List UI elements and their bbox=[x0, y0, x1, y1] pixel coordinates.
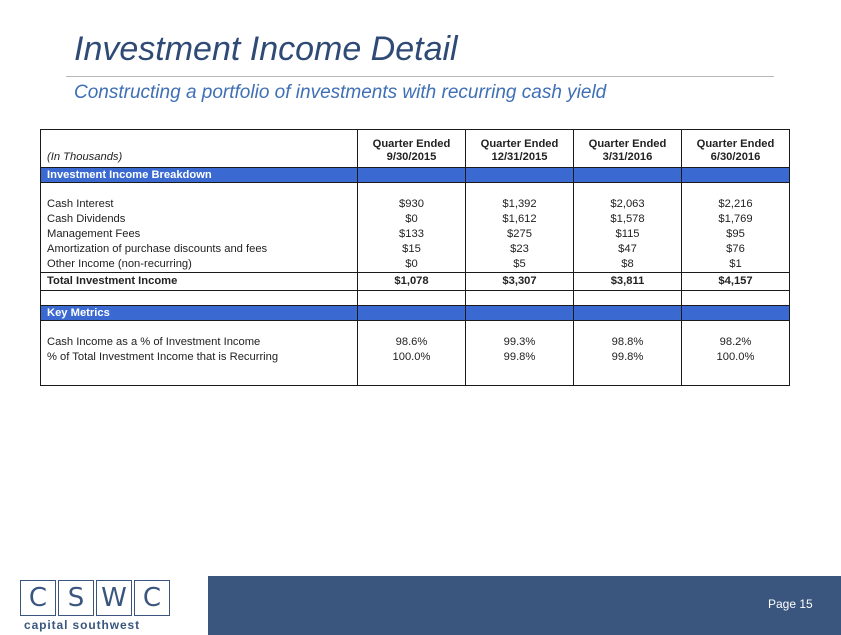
total-value: $4,157 bbox=[682, 273, 790, 291]
income-row bbox=[41, 197, 790, 212]
value-cell: 100.0% bbox=[682, 350, 790, 365]
value-cell: $1,769 bbox=[682, 212, 790, 227]
spacer-cell bbox=[41, 321, 358, 336]
value-cell: 98.2% bbox=[682, 335, 790, 350]
spacer-cell bbox=[574, 183, 682, 198]
page-number: Page 15 bbox=[768, 597, 813, 611]
row-label: Other Income (non-recurring) bbox=[47, 258, 192, 270]
total-label: Total Investment Income bbox=[41, 273, 358, 291]
column-header bbox=[574, 130, 682, 168]
spacer-cell bbox=[358, 291, 466, 306]
value-cell: $76 bbox=[682, 242, 790, 257]
total-value: $3,307 bbox=[466, 273, 574, 291]
row-label: Cash Dividends bbox=[47, 213, 126, 225]
income-row bbox=[41, 227, 790, 242]
spacer-row bbox=[41, 183, 790, 198]
value-cell: 99.3% bbox=[466, 335, 574, 350]
row-label: Amortization of purchase discounts and fees bbox=[47, 243, 268, 255]
column-header-date: 6/30/2016 bbox=[710, 151, 761, 163]
value-cell: $133 bbox=[358, 227, 466, 242]
value-cell: 98.6% bbox=[358, 335, 466, 350]
income-row bbox=[41, 257, 790, 273]
spacer-cell bbox=[358, 321, 466, 336]
logo-letter: S bbox=[58, 580, 94, 616]
spacer-cell bbox=[574, 321, 682, 336]
column-header-date: 3/31/2016 bbox=[602, 151, 653, 163]
spacer-cell bbox=[574, 365, 682, 386]
column-header-date: 9/30/2015 bbox=[386, 151, 437, 163]
value-cell: $2,063 bbox=[574, 197, 682, 212]
logo-letter: C bbox=[20, 580, 56, 616]
value-cell: $15 bbox=[358, 242, 466, 257]
band-cell bbox=[466, 306, 574, 321]
spacer-cell bbox=[41, 291, 358, 306]
header-row bbox=[41, 130, 790, 168]
band-cell bbox=[682, 168, 790, 183]
spacer-cell bbox=[466, 365, 574, 386]
spacer-cell bbox=[682, 183, 790, 198]
value-cell: 100.0% bbox=[358, 350, 466, 365]
value-cell: $8 bbox=[574, 257, 682, 273]
column-header-line1: Quarter Ended bbox=[588, 138, 667, 150]
value-cell: $95 bbox=[682, 227, 790, 242]
row-label: Cash Interest bbox=[47, 198, 114, 210]
row-label: % of Total Investment Income that is Recurring bbox=[47, 351, 279, 363]
logo-letter: W bbox=[96, 580, 132, 616]
band-cell bbox=[358, 168, 466, 183]
spacer-cell bbox=[358, 365, 466, 386]
column-header-line1: Quarter Ended bbox=[480, 138, 559, 150]
total-value: $3,811 bbox=[574, 273, 682, 291]
company-logo bbox=[20, 580, 172, 616]
value-cell: 98.8% bbox=[574, 335, 682, 350]
value-cell: $2,216 bbox=[682, 197, 790, 212]
band-cell bbox=[358, 306, 466, 321]
spacer-cell bbox=[682, 365, 790, 386]
spacer-cell bbox=[41, 183, 358, 198]
column-header bbox=[358, 130, 466, 168]
value-cell: 99.8% bbox=[466, 350, 574, 365]
section-header-row bbox=[41, 168, 790, 183]
spacer-cell bbox=[466, 321, 574, 336]
income-row bbox=[41, 242, 790, 257]
spacer-cell bbox=[682, 291, 790, 306]
row-label: Cash Income as a % of Investment Income bbox=[47, 336, 261, 348]
value-cell: $1,578 bbox=[574, 212, 682, 227]
spacer-cell bbox=[466, 291, 574, 306]
value-cell: $0 bbox=[358, 212, 466, 227]
value-cell: $1,392 bbox=[466, 197, 574, 212]
spacer-row bbox=[41, 291, 790, 306]
value-cell: $1 bbox=[682, 257, 790, 273]
column-header-line1: Quarter Ended bbox=[696, 138, 775, 150]
band-cell bbox=[574, 168, 682, 183]
section-header-row bbox=[41, 306, 790, 321]
band-cell bbox=[466, 168, 574, 183]
spacer-cell bbox=[358, 183, 466, 198]
value-cell: $0 bbox=[358, 257, 466, 273]
spacer-row bbox=[41, 321, 790, 336]
total-row bbox=[41, 273, 790, 291]
column-header-line1: Quarter Ended bbox=[372, 138, 451, 150]
total-value: $1,078 bbox=[358, 273, 466, 291]
spacer-cell bbox=[466, 183, 574, 198]
value-cell: $1,612 bbox=[466, 212, 574, 227]
section-label: Key Metrics bbox=[41, 306, 358, 321]
spacer-cell bbox=[682, 321, 790, 336]
metric-row bbox=[41, 350, 790, 365]
spacer-cell bbox=[41, 365, 358, 386]
value-cell: $5 bbox=[466, 257, 574, 273]
logo-wordmark: capital southwest bbox=[24, 618, 140, 632]
page-subtitle: Constructing a portfolio of investments with recurring cash yield bbox=[74, 82, 607, 103]
value-cell: $47 bbox=[574, 242, 682, 257]
spacer-cell bbox=[574, 291, 682, 306]
investment-income-table bbox=[40, 129, 790, 386]
logo-letter: C bbox=[134, 580, 170, 616]
value-cell: $275 bbox=[466, 227, 574, 242]
metric-row bbox=[41, 335, 790, 350]
value-cell: $23 bbox=[466, 242, 574, 257]
section-label: Investment Income Breakdown bbox=[41, 168, 358, 183]
income-row bbox=[41, 212, 790, 227]
value-cell: $115 bbox=[574, 227, 682, 242]
page-title: Investment Income Detail bbox=[74, 30, 458, 68]
band-cell bbox=[682, 306, 790, 321]
spacer-row bbox=[41, 365, 790, 386]
row-label: Management Fees bbox=[47, 228, 141, 240]
column-header bbox=[682, 130, 790, 168]
units-label: (In Thousands) bbox=[47, 151, 123, 163]
column-header bbox=[466, 130, 574, 168]
column-header-date: 12/31/2015 bbox=[491, 151, 548, 163]
value-cell: 99.8% bbox=[574, 350, 682, 365]
band-cell bbox=[574, 306, 682, 321]
title-divider bbox=[66, 76, 774, 77]
value-cell: $930 bbox=[358, 197, 466, 212]
